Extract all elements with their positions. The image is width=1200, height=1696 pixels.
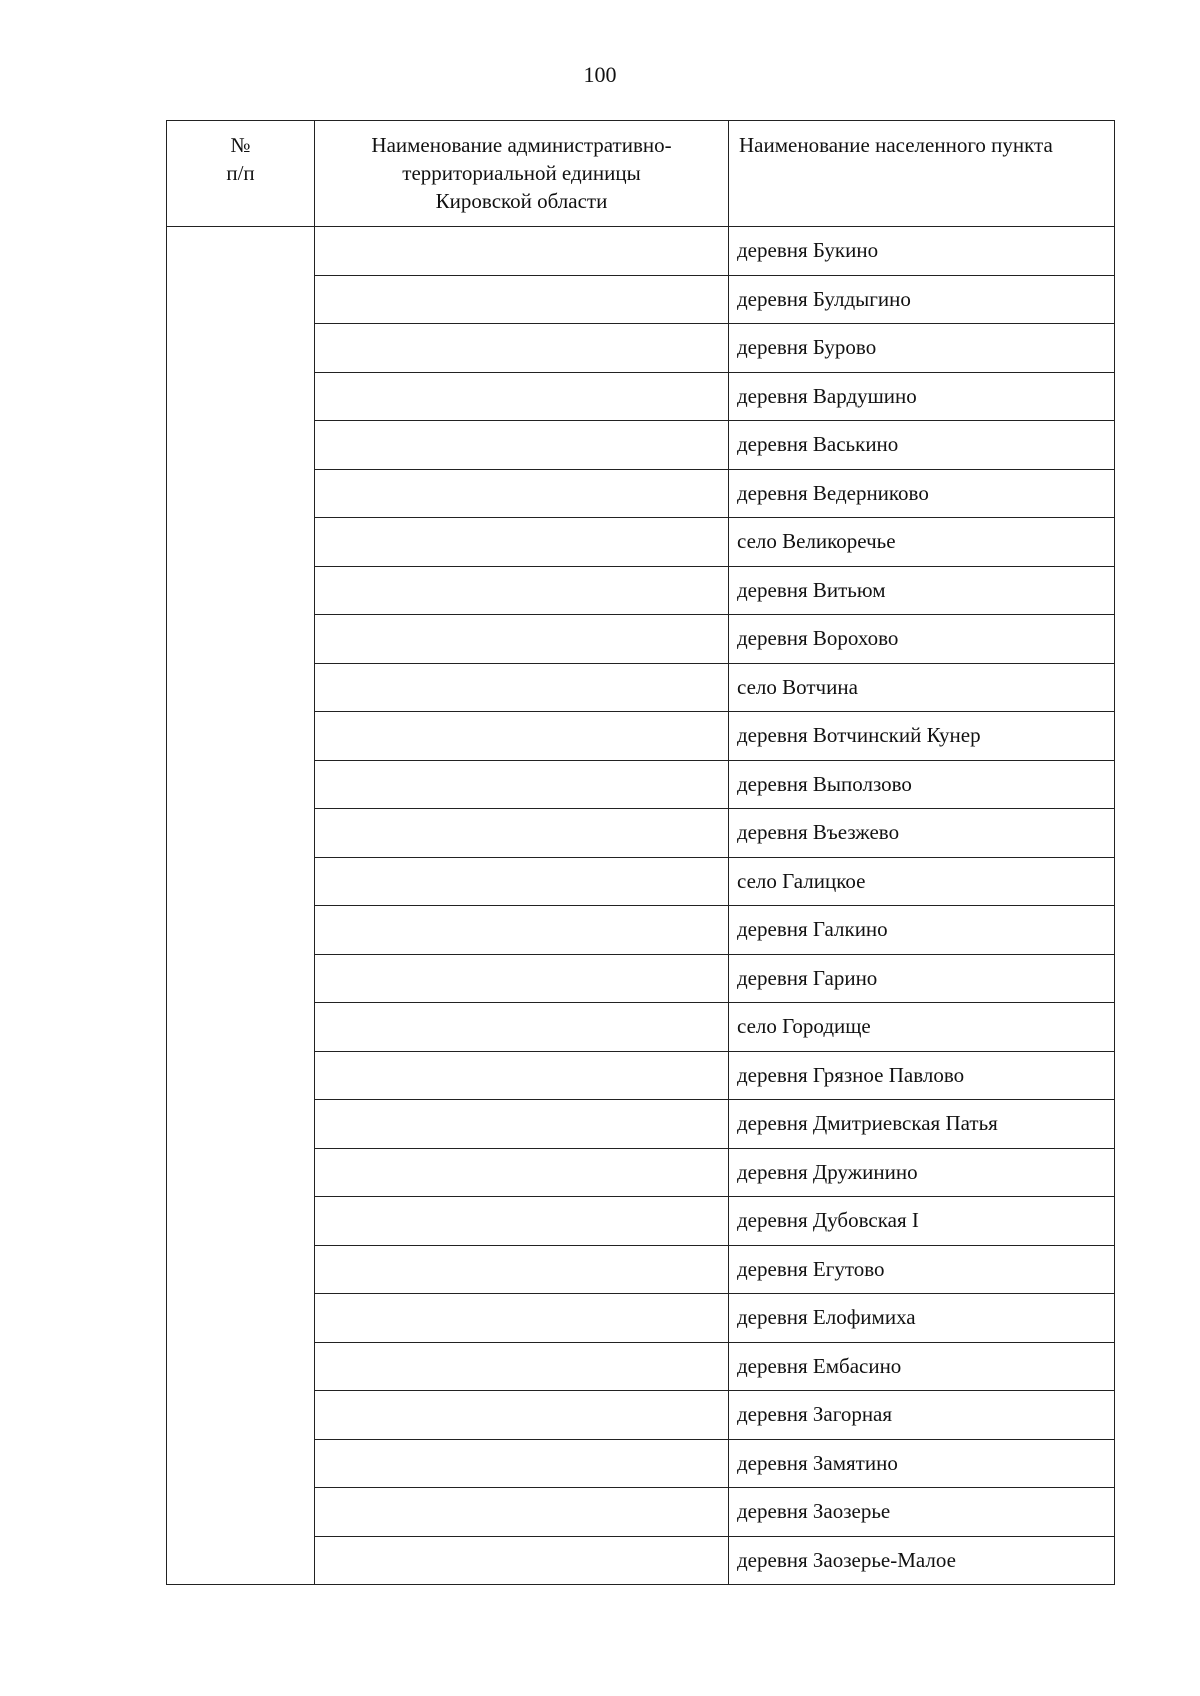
settlement-cell: село Великоречье	[729, 518, 1115, 567]
page-number: 100	[583, 62, 617, 87]
unit-cell	[315, 1294, 729, 1343]
settlement-cell: деревня Булдыгино	[729, 275, 1115, 324]
unit-cell	[315, 663, 729, 712]
settlement-cell: село Городище	[729, 1003, 1115, 1052]
unit-cell	[315, 227, 729, 276]
unit-cell	[315, 1439, 729, 1488]
settlement-cell: деревня Витьюм	[729, 566, 1115, 615]
unit-cell	[315, 469, 729, 518]
unit-cell	[315, 566, 729, 615]
unit-cell	[315, 1391, 729, 1440]
number-cell	[167, 227, 315, 1585]
settlement-cell: деревня Дружинино	[729, 1148, 1115, 1197]
header-unit-line: Кировской области	[435, 189, 608, 213]
header-number-line: п/п	[226, 161, 255, 185]
settlement-cell: деревня Ведерниково	[729, 469, 1115, 518]
settlement-cell: деревня Вардушино	[729, 372, 1115, 421]
settlement-cell: село Вотчина	[729, 663, 1115, 712]
table-header-row	[167, 121, 1115, 227]
unit-cell	[315, 1536, 729, 1585]
settlement-cell: деревня Загорная	[729, 1391, 1115, 1440]
header-settlement: Наименование населенного пункта	[729, 121, 1115, 227]
settlement-cell: деревня Галкино	[729, 906, 1115, 955]
settlement-cell: деревня Васькино	[729, 421, 1115, 470]
settlement-cell: деревня Заозерье-Малое	[729, 1536, 1115, 1585]
unit-cell	[315, 1342, 729, 1391]
unit-cell	[315, 1051, 729, 1100]
header-number	[167, 121, 315, 227]
unit-cell	[315, 1488, 729, 1537]
settlement-cell: деревня Ворохово	[729, 615, 1115, 664]
unit-cell	[315, 857, 729, 906]
unit-cell	[315, 1245, 729, 1294]
unit-cell	[315, 324, 729, 373]
unit-cell	[315, 1100, 729, 1149]
settlement-cell: деревня Вотчинский Кунер	[729, 712, 1115, 761]
settlements-table	[166, 120, 1115, 1585]
table-body	[167, 227, 1115, 1585]
settlement-cell: деревня Бурово	[729, 324, 1115, 373]
table-row	[167, 227, 1115, 276]
header-unit-line: Наименование административно-	[371, 133, 672, 157]
settlement-cell: деревня Въезжево	[729, 809, 1115, 858]
unit-cell	[315, 372, 729, 421]
settlement-cell: деревня Дубовская I	[729, 1197, 1115, 1246]
unit-cell	[315, 1148, 729, 1197]
settlement-cell: деревня Замятино	[729, 1439, 1115, 1488]
unit-cell	[315, 518, 729, 567]
unit-cell	[315, 954, 729, 1003]
unit-cell	[315, 275, 729, 324]
unit-cell	[315, 712, 729, 761]
header-unit	[315, 121, 729, 227]
header-number-line: №	[230, 133, 251, 157]
settlement-cell: село Галицкое	[729, 857, 1115, 906]
settlement-cell: деревня Букино	[729, 227, 1115, 276]
unit-cell	[315, 615, 729, 664]
unit-cell	[315, 1003, 729, 1052]
settlement-cell: деревня Выползово	[729, 760, 1115, 809]
settlement-cell: деревня Елофимиха	[729, 1294, 1115, 1343]
settlement-cell: деревня Гарино	[729, 954, 1115, 1003]
settlement-cell: деревня Ембасино	[729, 1342, 1115, 1391]
header-unit-line: территориальной единицы	[402, 161, 641, 185]
unit-cell	[315, 760, 729, 809]
unit-cell	[315, 906, 729, 955]
settlement-cell: деревня Дмитриевская Патья	[729, 1100, 1115, 1149]
unit-cell	[315, 421, 729, 470]
unit-cell	[315, 1197, 729, 1246]
unit-cell	[315, 809, 729, 858]
settlement-cell: деревня Егутово	[729, 1245, 1115, 1294]
settlement-cell: деревня Заозерье	[729, 1488, 1115, 1537]
settlement-cell: деревня Грязное Павлово	[729, 1051, 1115, 1100]
